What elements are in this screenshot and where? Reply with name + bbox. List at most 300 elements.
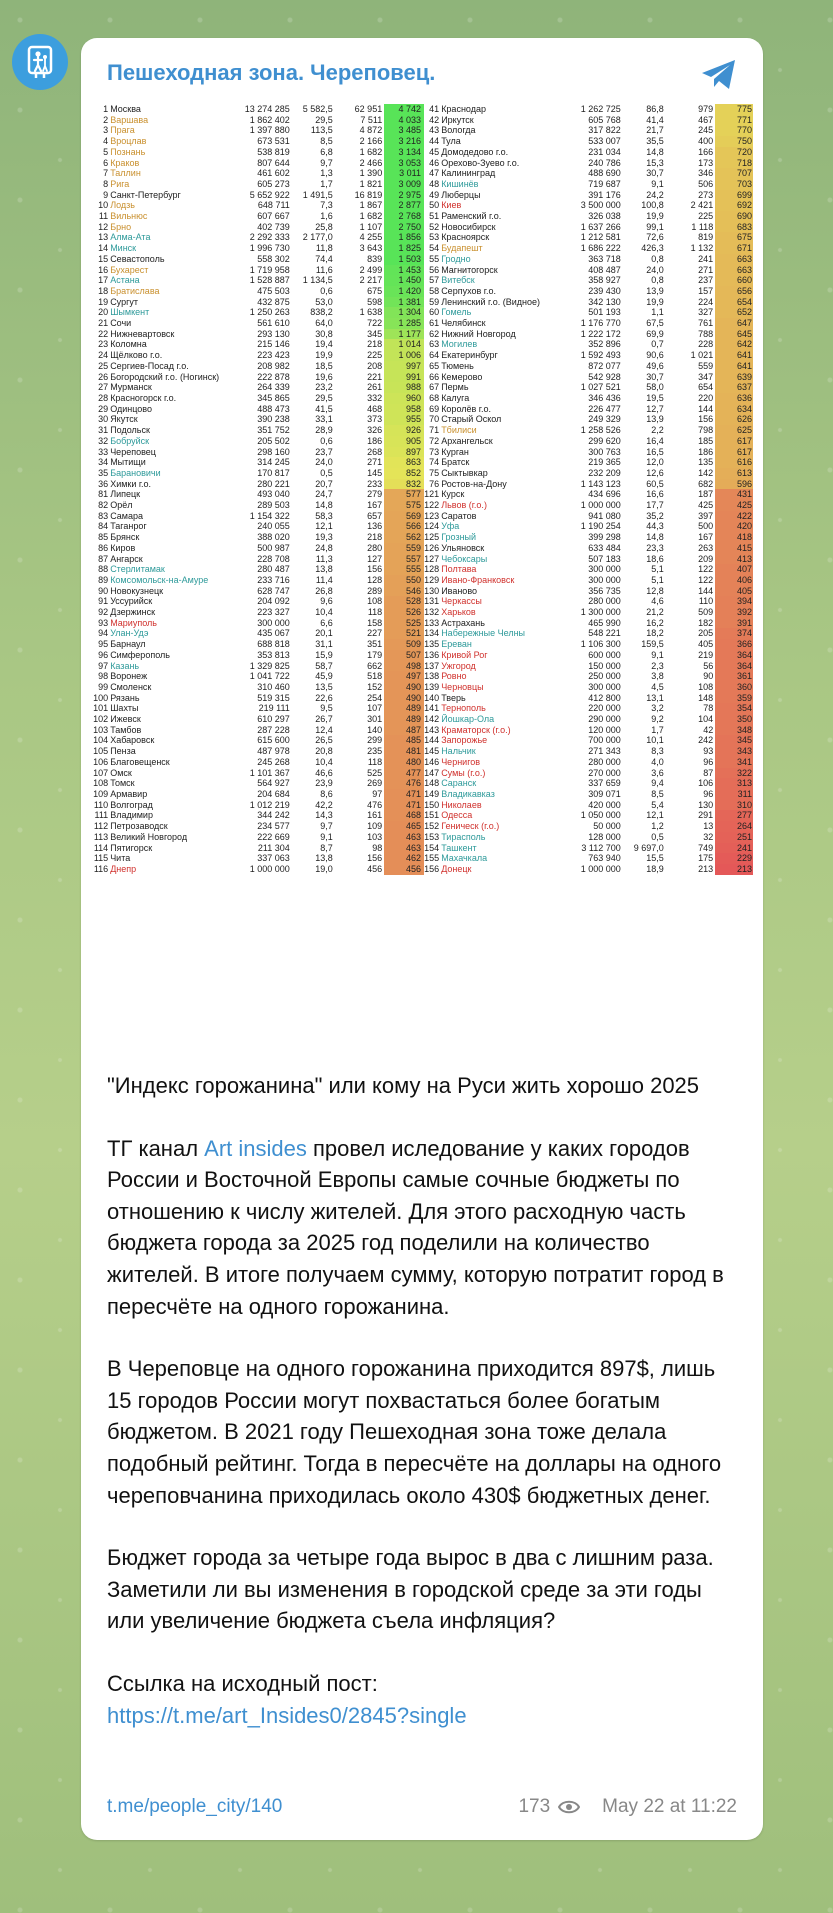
- area-cell: 0,6: [320, 285, 333, 296]
- city-cell: Полтава: [441, 564, 477, 575]
- table-row: [93, 275, 424, 286]
- population-cell: 1 222 172: [580, 328, 621, 339]
- table-row: [93, 479, 424, 490]
- table-row: [424, 147, 753, 158]
- city-cell: Омск: [110, 767, 132, 778]
- population-cell: 610 297: [257, 714, 290, 725]
- population-cell: 300 000: [588, 681, 621, 692]
- city-cell: Курган: [441, 446, 469, 457]
- population-cell: 1 000 000: [580, 500, 621, 511]
- table-row: [424, 468, 753, 479]
- area-cell: 1 491,5: [302, 189, 333, 200]
- population-cell: 215 146: [257, 339, 290, 350]
- population-cell: 507 183: [588, 553, 621, 564]
- rank-cell: 110: [93, 799, 109, 810]
- rank-cell: 144: [424, 735, 440, 746]
- rank-cell: 94: [98, 628, 109, 639]
- table-row: [93, 254, 424, 265]
- rank-cell: 75: [429, 467, 440, 478]
- city-cell: Краматорск (г.о.): [441, 724, 511, 735]
- table-row: [93, 628, 424, 639]
- area-cell: 58,3: [315, 510, 333, 521]
- table-row: [424, 286, 753, 297]
- budget-cell: 819: [698, 232, 714, 243]
- city-cell: Калининград: [441, 168, 496, 179]
- table-row: [424, 864, 753, 875]
- area-cell: 0,5: [651, 831, 664, 842]
- table-row: [424, 115, 753, 126]
- rank-cell: 139: [424, 681, 440, 692]
- budget-cell: 722: [367, 318, 383, 329]
- table-row: [93, 500, 424, 511]
- table-row: [93, 714, 424, 725]
- table-row: [424, 414, 753, 425]
- post-source: [107, 1668, 737, 1731]
- rank-cell: 22: [98, 328, 109, 339]
- rank-cell: 97: [98, 660, 109, 671]
- table-row: [424, 232, 753, 243]
- budget-cell: 209: [698, 553, 714, 564]
- rank-cell: 10: [98, 200, 109, 211]
- population-cell: 1 592 493: [580, 350, 621, 361]
- budget-cell: 228: [698, 339, 714, 350]
- city-cell: Домодедово г.о.: [441, 146, 509, 157]
- budget-cell: 301: [367, 714, 383, 725]
- city-cell: Брно: [110, 221, 132, 232]
- population-cell: 309 071: [588, 789, 621, 799]
- city-cell: Донецк: [441, 863, 472, 874]
- budget-cell: 122: [698, 574, 714, 585]
- rank-cell: 138: [424, 671, 440, 682]
- city-cell: Хабаровск: [110, 735, 155, 746]
- area-cell: 9,1: [651, 178, 664, 189]
- city-cell: Самара: [110, 510, 143, 521]
- budget-cell: 373: [367, 414, 383, 425]
- index-cell: 361: [715, 671, 753, 682]
- table-row: [93, 853, 424, 864]
- rank-cell: 25: [98, 360, 109, 371]
- area-cell: 30,7: [646, 168, 664, 179]
- index-cell: 2 877: [384, 200, 424, 211]
- post-text: [107, 1070, 737, 1731]
- population-cell: 1 686 222: [580, 243, 621, 254]
- city-cell: Подольск: [110, 425, 150, 436]
- population-cell: 435 067: [257, 628, 290, 639]
- table-row: [93, 511, 424, 522]
- city-cell: Варшава: [110, 114, 149, 125]
- budget-cell: 506: [698, 178, 714, 189]
- budget-cell: 109: [367, 821, 383, 832]
- area-cell: 23,3: [646, 542, 664, 553]
- table-row: [93, 200, 424, 211]
- index-cell: 341: [715, 757, 753, 768]
- area-cell: 12,1: [315, 521, 333, 532]
- index-cell: 463: [384, 843, 424, 854]
- city-cell: Саранск: [441, 778, 477, 789]
- table-row: [93, 297, 424, 308]
- table-row: [93, 286, 424, 297]
- rank-cell: 43: [429, 125, 440, 136]
- channel-avatar[interactable]: [12, 34, 68, 90]
- city-cell: Казань: [110, 660, 140, 671]
- budget-cell: 167: [698, 532, 714, 543]
- population-cell: 1 262 725: [580, 104, 621, 114]
- index-cell: 431: [715, 489, 753, 500]
- population-cell: 300 000: [588, 574, 621, 585]
- population-cell: 245 268: [257, 756, 290, 767]
- rank-cell: 64: [429, 350, 440, 361]
- rank-cell: 81: [98, 489, 109, 500]
- table-row: [424, 714, 753, 725]
- city-cell: Новосибирск: [441, 221, 496, 232]
- rank-cell: 1: [103, 104, 109, 114]
- message-timestamp: May 22 at 11:22: [602, 1796, 737, 1817]
- rank-cell: 115: [93, 853, 109, 864]
- population-cell: 293 130: [257, 328, 290, 339]
- budget-cell: 106: [698, 778, 714, 789]
- rank-cell: 108: [93, 778, 109, 789]
- table-row: [93, 618, 424, 629]
- rank-cell: 56: [429, 264, 440, 275]
- table-row: [93, 810, 424, 821]
- budget-cell: 241: [698, 253, 714, 264]
- budget-cell: 400: [698, 136, 714, 147]
- table-row: [93, 468, 424, 479]
- area-cell: 6,8: [320, 146, 333, 157]
- table-row: [93, 864, 424, 875]
- area-cell: 9,2: [651, 714, 664, 725]
- table-row: [93, 789, 424, 800]
- rank-cell: 28: [98, 392, 109, 403]
- index-cell: 718: [715, 158, 753, 169]
- index-cell: 1 450: [384, 275, 424, 286]
- budget-cell: 245: [698, 125, 714, 136]
- budget-cell: 263: [698, 542, 714, 553]
- channel-title[interactable]: Пешеходная зона. Череповец.: [107, 60, 436, 85]
- index-cell: 616: [715, 457, 753, 468]
- area-cell: 20,7: [315, 478, 333, 489]
- rank-cell: 68: [429, 392, 440, 403]
- index-cell: 405: [715, 586, 753, 597]
- population-cell: 461 602: [257, 168, 290, 179]
- rank-cell: 5: [103, 146, 109, 157]
- budget-cell: 1 132: [690, 243, 714, 254]
- budget-cell: 157: [698, 285, 714, 296]
- population-cell: 487 978: [257, 746, 290, 757]
- area-cell: 14,8: [315, 500, 333, 511]
- index-cell: 1 006: [384, 350, 424, 361]
- population-cell: 271 343: [588, 746, 621, 757]
- index-cell: 690: [715, 211, 753, 222]
- budget-cell: 1 118: [691, 221, 714, 232]
- area-cell: 19,9: [315, 350, 333, 361]
- table-row: [424, 607, 753, 618]
- budget-cell: 525: [367, 767, 383, 778]
- table-row: [424, 778, 753, 789]
- rank-cell: 102: [93, 714, 109, 725]
- population-cell: 1 000 000: [249, 863, 290, 874]
- table-row: [424, 768, 753, 779]
- table-row: [424, 104, 753, 115]
- table-row: [93, 232, 424, 243]
- index-cell: 477: [384, 768, 424, 779]
- city-cell: Чита: [110, 853, 131, 864]
- city-cell: Алма-Ата: [110, 232, 151, 243]
- table-row: [424, 275, 753, 286]
- population-cell: 13 274 285: [244, 104, 290, 114]
- table-row: [93, 607, 424, 618]
- table-row: [93, 821, 424, 832]
- eye-icon: [558, 1799, 580, 1815]
- table-row: [424, 543, 753, 554]
- city-cell: Харьков: [441, 607, 476, 618]
- population-cell: 1 154 322: [249, 510, 290, 521]
- rank-cell: 11: [98, 211, 109, 222]
- area-cell: 8,6: [320, 789, 333, 799]
- area-cell: 74,4: [315, 253, 333, 264]
- city-cell: Ровно: [441, 671, 467, 682]
- area-cell: 24,8: [315, 542, 333, 553]
- table-row: [424, 810, 753, 821]
- index-cell: 905: [384, 436, 424, 447]
- area-cell: 35,5: [646, 136, 664, 147]
- population-cell: 232 209: [588, 467, 621, 478]
- index-cell: 675: [715, 232, 753, 243]
- rank-cell: 156: [424, 863, 440, 874]
- rank-cell: 146: [424, 756, 440, 767]
- rank-cell: 31: [98, 425, 109, 436]
- index-cell: 521: [384, 628, 424, 639]
- table-row: [93, 521, 424, 532]
- index-cell: 1 420: [384, 286, 424, 297]
- table-row: [93, 778, 424, 789]
- index-cell: 1 856: [384, 232, 424, 243]
- rank-cell: 41: [429, 104, 440, 114]
- area-cell: 8,5: [320, 136, 333, 147]
- budget-cell: 7 511: [360, 114, 383, 125]
- table-row: [424, 200, 753, 211]
- area-cell: 4,5: [651, 681, 664, 692]
- population-cell: 558 302: [257, 253, 290, 264]
- area-cell: 8,3: [651, 746, 664, 757]
- post-paragraph-2: В Череповце на одного горожанина приходится 897$, лишь 15 городов России могут похвастаться более богатым бюджетом. В 2021 году Пешеходная зона тоже делала подобный рейтинг. Тогда в пересчёте на доллары на одного череповчанина приходилась около 430$ бюджетных денег.: [107, 1356, 722, 1508]
- rank-cell: 127: [424, 553, 440, 564]
- city-cell: Вильнюс: [110, 211, 148, 222]
- table-row: [424, 404, 753, 415]
- table-row: [424, 821, 753, 832]
- budget-cell: 682: [698, 478, 714, 489]
- area-cell: 30,7: [646, 371, 664, 382]
- index-cell: 1 381: [384, 297, 424, 308]
- area-cell: 1,1: [651, 307, 664, 318]
- table-row: [93, 393, 424, 404]
- budget-cell: 559: [698, 360, 714, 371]
- city-cell: Краснодар: [441, 104, 486, 114]
- city-cell: Красногорск г.о.: [110, 392, 177, 403]
- rank-cell: 76: [429, 478, 440, 489]
- population-cell: 233 716: [257, 574, 290, 585]
- rank-cell: 21: [98, 318, 109, 329]
- index-cell: 241: [715, 843, 753, 854]
- table-row: [93, 350, 424, 361]
- budget-cell: 271: [367, 457, 383, 468]
- rank-cell: 89: [98, 574, 109, 585]
- area-cell: 15,9: [315, 649, 333, 660]
- city-cell: Тбилиси: [441, 425, 477, 436]
- population-cell: 564 927: [257, 778, 290, 789]
- city-cell: Улан-Удэ: [110, 628, 149, 639]
- city-cell: Познань: [110, 146, 146, 157]
- index-cell: 617: [715, 447, 753, 458]
- population-cell: 1 101 367: [249, 767, 290, 778]
- source-label: Ссылка на исходный пост:: [107, 1670, 378, 1696]
- index-cell: 456: [384, 864, 424, 875]
- population-cell: 807 644: [257, 157, 290, 168]
- budget-cell: 1 107: [359, 221, 383, 232]
- budget-cell: 2 166: [359, 136, 383, 147]
- index-cell: 359: [715, 693, 753, 704]
- city-cell: Уфа: [441, 521, 460, 532]
- population-cell: 280 000: [588, 596, 621, 607]
- index-cell: 422: [715, 511, 753, 522]
- city-cell: Минск: [110, 243, 137, 254]
- rank-cell: 13: [98, 232, 109, 243]
- city-cell: Одесса: [441, 810, 473, 821]
- population-cell: 290 000: [588, 714, 621, 725]
- rank-cell: 61: [429, 318, 440, 329]
- table-row: [93, 211, 424, 222]
- population-cell: 1 637 266: [580, 221, 621, 232]
- rank-cell: 88: [98, 564, 109, 575]
- table-row: [424, 650, 753, 661]
- population-cell: 1 143 123: [580, 478, 621, 489]
- city-cell: Геническ (г.о.): [441, 821, 500, 832]
- city-cell: Шымкент: [110, 307, 150, 318]
- city-cell: Йошкар-Ола: [441, 714, 495, 725]
- table-row: [93, 693, 424, 704]
- budget-cell: 1 867: [359, 200, 383, 211]
- city-cell: Орехово-Зуево г.о.: [441, 157, 520, 168]
- area-cell: 1,2: [651, 821, 664, 832]
- index-cell: 639: [715, 372, 753, 383]
- table-row: [424, 521, 753, 532]
- population-cell: 326 038: [588, 211, 621, 222]
- area-cell: 24,0: [315, 457, 333, 468]
- source-link[interactable]: https://t.me/art_Insides0/2845?single: [107, 1702, 467, 1728]
- art-insides-link[interactable]: Art insides: [204, 1135, 307, 1161]
- city-cell: Нижневартовск: [110, 328, 175, 339]
- area-cell: 18,9: [646, 863, 664, 874]
- table-row: [93, 147, 424, 158]
- population-cell: 300 763: [588, 446, 621, 457]
- telegram-share-icon[interactable]: [697, 52, 741, 96]
- area-cell: 5 582,5: [302, 104, 333, 114]
- index-cell: 343: [715, 746, 753, 757]
- budget-cell: 186: [698, 446, 714, 457]
- population-cell: 220 000: [588, 703, 621, 714]
- city-cell: Севастополь: [110, 253, 165, 264]
- index-cell: 509: [384, 639, 424, 650]
- index-cell: 407: [715, 564, 753, 575]
- ranking-table-right: [424, 104, 753, 875]
- index-cell: 988: [384, 382, 424, 393]
- area-cell: 26,7: [315, 714, 333, 725]
- city-cell: Челябинск: [441, 318, 486, 329]
- index-cell: 652: [715, 307, 753, 318]
- budget-cell: 118: [367, 607, 383, 618]
- index-cell: 852: [384, 468, 424, 479]
- table-row: [424, 297, 753, 308]
- index-cell: 345: [715, 735, 753, 746]
- budget-cell: 347: [698, 371, 714, 382]
- table-row: [93, 671, 424, 682]
- post-permalink[interactable]: t.me/people_city/140: [107, 1796, 283, 1817]
- budget-cell: 87: [703, 767, 714, 778]
- table-row: [424, 843, 753, 854]
- rank-cell: 70: [429, 414, 440, 425]
- city-cell: Брянск: [110, 532, 140, 543]
- budget-cell: 662: [367, 660, 383, 671]
- index-cell: 251: [715, 832, 753, 843]
- budget-cell: 1 390: [359, 168, 383, 179]
- index-cell: 991: [384, 372, 424, 383]
- index-cell: 550: [384, 575, 424, 586]
- city-cell: Пенза: [110, 746, 136, 757]
- index-cell: 771: [715, 115, 753, 126]
- rank-cell: 26: [98, 371, 109, 382]
- area-cell: 12,7: [646, 403, 664, 414]
- budget-cell: 186: [367, 435, 383, 446]
- population-cell: 205 502: [257, 435, 290, 446]
- population-cell: 402 739: [257, 221, 290, 232]
- population-cell: 941 080: [588, 510, 621, 521]
- area-cell: 11,6: [315, 264, 333, 275]
- city-cell: Братск: [441, 457, 470, 468]
- table-row: [93, 179, 424, 190]
- index-cell: 997: [384, 361, 424, 372]
- city-cell: Воронеж: [110, 671, 148, 682]
- city-cell: Владикавказ: [441, 789, 495, 799]
- city-cell: Вологда: [441, 125, 476, 136]
- index-cell: 480: [384, 757, 424, 768]
- population-cell: 420 000: [588, 799, 621, 810]
- table-row: [424, 703, 753, 714]
- index-cell: 960: [384, 393, 424, 404]
- post-image-city-ranking[interactable]: [91, 101, 753, 1051]
- table-row: [424, 393, 753, 404]
- rank-cell: 57: [429, 275, 440, 286]
- index-cell: 637: [715, 382, 753, 393]
- city-cell: Запорожье: [441, 735, 488, 746]
- area-cell: 3,6: [651, 767, 664, 778]
- rank-cell: 52: [429, 221, 440, 232]
- rank-cell: 92: [98, 607, 109, 618]
- budget-cell: 135: [698, 457, 714, 468]
- rank-cell: 105: [93, 746, 109, 757]
- rank-cell: 124: [424, 521, 440, 532]
- city-cell: Санкт-Петербург: [110, 189, 181, 200]
- rank-cell: 116: [93, 863, 109, 874]
- area-cell: 19,6: [315, 371, 333, 382]
- population-cell: 1 528 887: [249, 275, 290, 286]
- budget-cell: 233: [367, 478, 383, 489]
- index-cell: 3 053: [384, 158, 424, 169]
- population-cell: 391 176: [588, 189, 621, 200]
- index-cell: 229: [715, 853, 753, 864]
- population-cell: 390 238: [257, 414, 290, 425]
- index-cell: 955: [384, 414, 424, 425]
- budget-cell: 654: [698, 382, 714, 393]
